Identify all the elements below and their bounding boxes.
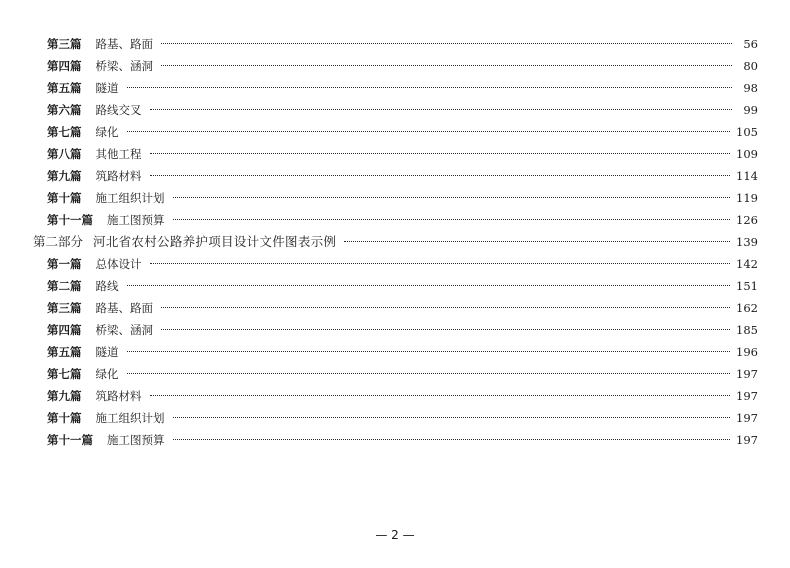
toc-entry-page: 196 [736,345,758,359]
toc-entry[interactable] [0,363,790,385]
toc-entry[interactable] [0,99,790,121]
toc-entry-label: 第十一篇 [47,433,93,447]
dot-leader [150,109,733,110]
toc-entry[interactable] [0,165,790,187]
dot-leader [173,417,731,418]
toc-entry-title: 总体设计 [95,257,142,271]
dot-leader [161,307,730,308]
toc-entry-title: 施工组织计划 [95,411,165,425]
toc-entry-label: 第四篇 [47,323,82,337]
toc-entry-title: 路线 [95,279,119,293]
toc-entry-page: 119 [736,191,758,205]
toc-entry[interactable] [0,121,790,143]
toc-entry-label: 第十篇 [47,411,82,425]
toc-entry-title: 路基、路面 [95,37,153,51]
dot-leader [127,131,731,132]
dot-leader [344,241,730,242]
toc-entry-label: 第七篇 [47,125,82,139]
toc-entry-label: 第十篇 [47,191,82,205]
toc-entry[interactable] [0,209,790,231]
toc-entry[interactable] [0,319,790,341]
toc-entry-label: 第五篇 [47,345,82,359]
toc-entry[interactable] [0,253,790,275]
toc-entry-title: 绿化 [95,125,119,139]
toc-entry-title: 其他工程 [95,147,142,161]
toc-entry[interactable] [0,297,790,319]
toc-entry-page: 197 [736,411,758,425]
toc-entry[interactable] [0,55,790,77]
toc-entry-label: 第九篇 [47,389,82,403]
toc-entry-title: 路线交叉 [95,103,142,117]
toc-entry-title: 施工图预算 [107,433,165,447]
dot-leader [161,329,730,330]
toc-entry-label: 第三篇 [47,301,82,315]
toc-entry[interactable] [0,187,790,209]
toc-entry-page: 98 [743,81,758,95]
toc-entry-label: 第九篇 [47,169,82,183]
dot-leader [127,285,731,286]
toc-entry-label: 第五篇 [47,81,82,95]
toc-entry[interactable] [0,33,790,55]
toc-entry-label: 第三篇 [47,37,82,51]
toc-entry-label: 第八篇 [47,147,82,161]
toc-entry-title: 隧道 [95,345,119,359]
toc-entry-label: 第二篇 [47,279,82,293]
toc-entry-page: 80 [743,59,758,73]
toc-entry[interactable] [0,275,790,297]
toc-entry[interactable] [0,407,790,429]
toc-entry-page: 197 [736,367,758,381]
dot-leader [150,395,731,396]
dot-leader [150,263,731,264]
dot-leader [150,175,731,176]
toc-entry-title: 筑路材料 [95,169,142,183]
toc-entry-page: 56 [743,37,758,51]
toc-entry-title: 隧道 [95,81,119,95]
toc-entry-page: 114 [736,169,758,183]
page-number: — 2 — [375,528,415,542]
toc-entry-title: 桥梁、涵洞 [95,323,153,337]
toc-entry-page: 151 [736,279,758,293]
dot-leader [161,43,732,44]
toc-entry-page: 126 [736,213,758,227]
toc-entry-label: 第六篇 [47,103,82,117]
toc-entry-page: 139 [736,235,758,249]
toc-entry-label: 第十一篇 [47,213,93,227]
toc-entry[interactable] [0,143,790,165]
toc-entry-title: 桥梁、涵洞 [95,59,153,73]
toc-entry-page: 185 [736,323,758,337]
dot-leader [127,351,731,352]
dot-leader [173,439,731,440]
toc-entry-page: 197 [736,433,758,447]
toc-entry-page: 109 [736,147,758,161]
toc-entry-page: 197 [736,389,758,403]
toc-entry-label: 第一篇 [47,257,82,271]
dot-leader [127,373,731,374]
toc-entry-page: 142 [736,257,758,271]
toc-entry-title: 路基、路面 [95,301,153,315]
table-of-contents [0,33,790,451]
toc-entry[interactable] [0,385,790,407]
dot-leader [173,219,731,220]
toc-entry-label: 第二部分 [33,234,84,249]
dot-leader [150,153,731,154]
toc-entry-label: 第四篇 [47,59,82,73]
toc-entry-title: 河北省农村公路养护项目设计文件图表示例 [93,234,337,249]
toc-entry-label: 第七篇 [47,367,82,381]
toc-entry-page: 162 [736,301,758,315]
toc-entry-title: 施工组织计划 [95,191,165,205]
toc-entry[interactable] [0,77,790,99]
dot-leader [161,65,732,66]
toc-entry-page: 105 [736,125,758,139]
toc-entry-title: 筑路材料 [95,389,142,403]
toc-entry[interactable] [0,341,790,363]
toc-entry-title: 施工图预算 [107,213,165,227]
dot-leader [127,87,733,88]
toc-entry-page: 99 [743,103,758,117]
toc-entry[interactable] [0,429,790,451]
toc-part-entry[interactable] [0,231,790,253]
dot-leader [173,197,731,198]
toc-entry-title: 绿化 [95,367,119,381]
